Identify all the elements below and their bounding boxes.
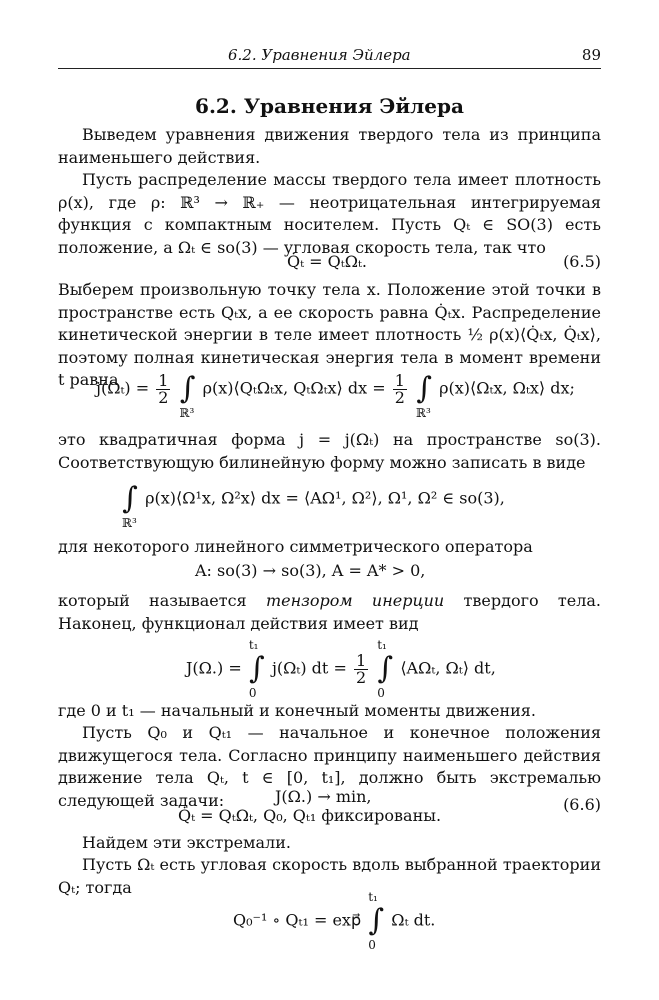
integral-domain: ℝ³: [416, 406, 431, 420]
emphasis-inertia-tensor: тензором инерции: [265, 591, 445, 610]
lower-limit: 0: [377, 686, 385, 700]
upper-limit: t₁: [377, 638, 387, 652]
fraction-half: [156, 370, 170, 407]
fraction-numerator: 1: [355, 650, 367, 670]
action-rhs: ⟨AΩₜ, Ωₜ⟩ dt,: [400, 658, 496, 678]
paragraph-6: [58, 590, 601, 635]
integral-domain: ℝ³: [179, 406, 195, 420]
paragraph-10: Пусть Ωₜ есть угловая скорость вдоль выбранной траектории Qₜ; тогда: [58, 855, 601, 897]
fraction-denominator: 2: [355, 667, 367, 687]
lower-limit: 0: [248, 686, 257, 700]
integral-sign: t₁ ∫ 0: [248, 638, 265, 700]
paragraph-9: Найдем эти экстремали.: [82, 833, 291, 852]
fraction-half: [393, 370, 407, 407]
paragraph-6-end: твердого тела. Наконец, функционал действия имеет вид: [58, 591, 602, 633]
paragraph-7: где 0 и t₁ — начальный и конечный моменты движения.: [58, 701, 536, 720]
kinetic-lhs: j(Ωₜ) =: [96, 378, 150, 398]
paragraph-5: для некоторого линейного симметрического оператора: [58, 537, 533, 556]
lower-limit: 0: [368, 938, 376, 952]
operator-equation: A: so(3) → so(3), A = A* > 0,: [195, 561, 426, 580]
integral-sign: ∫ ℝ³: [416, 371, 432, 420]
integral-sign: ∫ ℝ³: [179, 371, 196, 420]
equation-number-6-5: (6.5): [563, 252, 601, 271]
paragraph-1: Выведем уравнения движения твердого тела из принципа наименьшего действия.: [58, 125, 601, 167]
running-header: [58, 46, 601, 69]
bilinear-form-equation: [120, 481, 505, 530]
paragraph-3: Выберем произвольную точку тела x. Положение этой точки в пространстве есть Qₜx, а ее скорость равна Q̇ₜx. Распределение кинетической энергии в теле имеет плотность ½ ρ(x)⟨Q̇ₜx, Q̇ₜx⟩, поэтому полная кинетическая энергия тела в момент времени t равна: [58, 280, 601, 389]
integral-domain: ℝ³: [122, 516, 137, 530]
fraction-denominator: 2: [394, 387, 405, 407]
section-title: 6.2. Уравнения Эйлера: [195, 94, 464, 118]
paragraph-8: Пусть Q₀ и Qₜ₁ — начальное и конечное положения движущегося тела. Согласно принципу наименьшего действия движение тела Qₜ, t ∈ [0, t₁], должно быть экстремалью следующей задачи:: [58, 723, 601, 810]
kinetic-rhs: ρ(x)⟨Ωₜx, Ωₜx⟩ dx;: [439, 378, 575, 398]
fraction-numerator: 1: [394, 370, 405, 390]
last-lhs: Q₀⁻¹ ∘ Qₜ₁ = exp⃗: [233, 910, 362, 930]
paragraph-4: это квадратичная форма j = j(Ωₜ) на пространстве so(3). Соответствующую билинейную форму можно записать в виде: [58, 430, 601, 472]
fraction-half: [354, 650, 368, 687]
ordered-exponential-equation: [233, 890, 436, 952]
integral-sign: t₁ ∫ 0: [368, 890, 385, 952]
problem-line-1: J(Ω.) → min,: [275, 787, 372, 806]
paragraph-6-start: который называется: [58, 591, 266, 610]
equation-6-5: Q̇ₜ = QₜΩₜ.: [287, 252, 367, 271]
kinetic-mid: ρ(x)⟨QₜΩₜx, QₜΩₜx⟩ dx =: [202, 378, 386, 398]
equation-number-6-6: (6.6): [563, 795, 601, 814]
problem-line-2: Q̇ₜ = QₜΩₜ, Q₀, Qₜ₁ фиксированы.: [178, 806, 442, 825]
last-rhs: Ωₜ dt.: [391, 910, 436, 930]
fraction-denominator: 2: [158, 387, 169, 407]
kinetic-energy-equation: [96, 370, 575, 420]
integral-sign: t₁ ∫ 0: [377, 638, 394, 700]
action-mid: j(Ωₜ) dt =: [271, 658, 347, 678]
upper-limit: t₁: [368, 890, 378, 904]
action-lhs: J(Ω.) =: [186, 658, 242, 678]
running-title: 6.2. Уравнения Эйлера: [228, 46, 411, 64]
integral-sign: ∫ ℝ³: [122, 481, 138, 530]
fraction-numerator: 1: [158, 370, 169, 390]
paragraph-2: Пусть распределение массы твердого тела имеет плотность ρ(x), где ρ: ℝ³ → ℝ₊ — неотрицательная интегрируемая функция с компактным носителем. Пусть Qₜ ∈ SO(3) есть положение, а Ωₜ ∈ so(3) — угловая скорость тела, так что: [58, 170, 601, 257]
bilinear-text: ρ(x)⟨Ω¹x, Ω²x⟩ dx = ⟨AΩ¹, Ω²⟩, Ω¹, Ω² ∈ so(3),: [145, 488, 505, 508]
action-functional-equation: [186, 638, 496, 700]
upper-limit: t₁: [248, 638, 259, 652]
page-number: 89: [581, 46, 601, 64]
